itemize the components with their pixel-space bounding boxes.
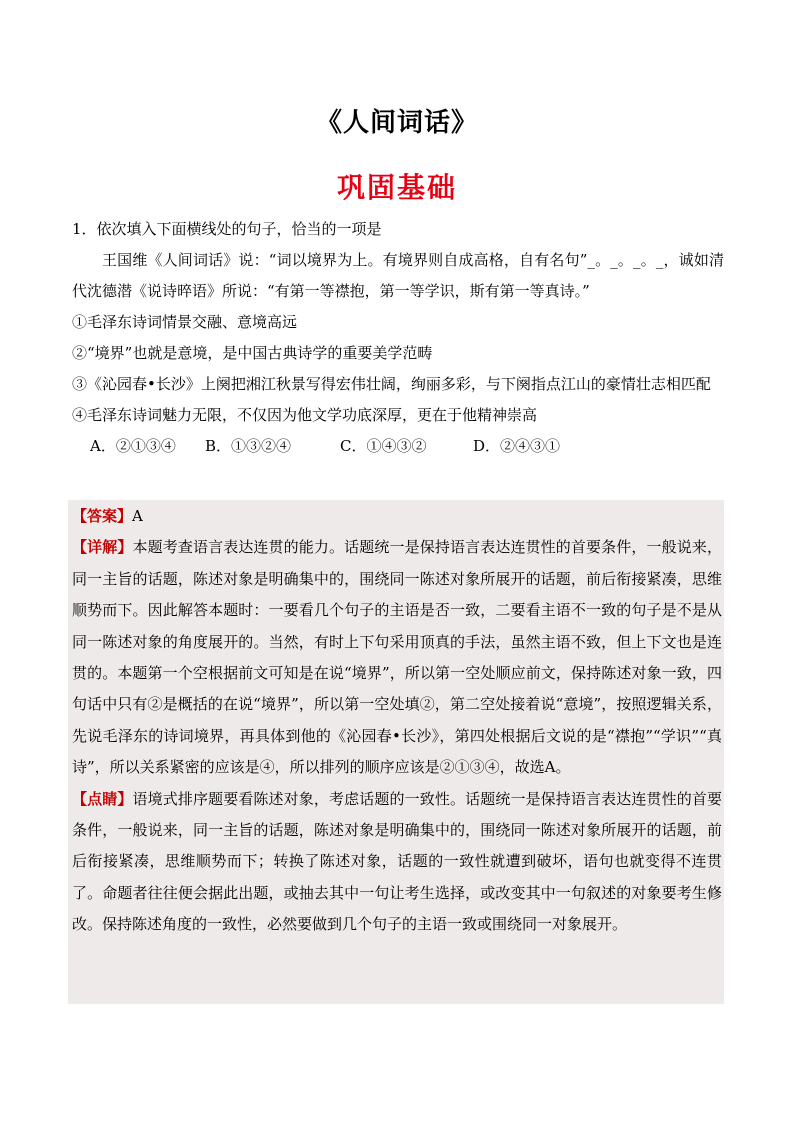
answer-line (72, 501, 722, 532)
choice-c: C．①④③② (340, 437, 427, 455)
question-passage: 王国维《人间词话》说：“词以境界为上。有境界则自成高格，自有名句”_。_。_。_，诚如清代沈德潜《说诗晬语》所说：“有第一等襟抱，第一等学识，斯有第一等真诗。” (72, 251, 724, 300)
detail-tag: 【详解】 (72, 538, 133, 557)
option-2: ②“境界”也就是意境，是中国古典诗学的重要美学范畴 (72, 344, 433, 362)
detail-paragraph (72, 532, 722, 783)
question-block (72, 214, 724, 462)
answer-tag: 【答案】 (72, 507, 133, 525)
choice-b: B．①③②④ (205, 437, 292, 455)
choice-a: A．②①③④ (90, 437, 176, 455)
answer-explanation-box (68, 500, 724, 1004)
section-title: 巩固基础 (336, 171, 457, 204)
comment-tag: 【点睛】 (72, 789, 133, 808)
comment-text: 语境式排序题要看陈述对象，考虑话题的一致性。话题统一是保持语言表达连贯性的首要条件，一般说来，同一主旨的话题，陈述对象是明确集中的，围绕同一陈述对象所展开的话题，前后衔接紧凑，思维顺势而下；转换了陈述对象，话题的一致性就遭到破坏，语句也就变得不连贯了。命题者往往便会据此出题，或抽去其中一句让考生选择，或改变其中一句叙述的对象要考生修改。保持陈述角度的一致性，必然要做到几个句子的主语一致或围绕同一对象展开。 (72, 789, 722, 934)
answer-value: A (132, 507, 143, 525)
detail-text: 本题考查语言表达连贯的能力。话题统一是保持语言表达连贯性的首要条件，一般说来，同一主旨的话题，陈述对象是明确集中的，围绕同一陈述对象所展开的话题，前后衔接紧凑，思维顺势而下。因此解答本题时：一要看几个句子的主语是否一致，二要看主语不一致的句子是不是从同一陈述对象的角度展开的。当然，有时上下句采用顶真的手法，虽然主语不致，但上下文也是连贯的。本题第一个空根据前文可知是在说“境界”，所以第一空处顺应前文，保持陈述对象一致，四句话中只有②是概括的在说“境界”，所以第一空处填②，第二空处接着说“意境”，按照逻辑关系，先说毛泽东的诗词境界，再具体到他的《沁园春•长沙》，第四处根据后文说的是“襟抱”“学识”“真诗”，所以关系紧密的应该是④，所以排列的顺序应该是②①③④，故选A。 (72, 538, 722, 777)
answer-choices (72, 431, 724, 462)
option-3: ③《沁园春•长沙》上阕把湘江秋景写得宏伟壮阔，绚丽多彩，与下阕指点江山的豪情壮志相匹配 (72, 375, 711, 393)
option-1: ①毛泽东诗词情景交融、意境高远 (72, 313, 298, 331)
document-title: 《人间词话》 (315, 108, 478, 138)
comment-paragraph (72, 784, 722, 941)
question-stem: 1．依次填入下面横线处的句子，恰当的一项是 (72, 220, 382, 238)
option-4: ④毛泽东诗词魅力无限，不仅因为他文学功底深厚，更在于他精神崇高 (72, 406, 538, 424)
choice-d: D．②④③① (473, 437, 561, 455)
